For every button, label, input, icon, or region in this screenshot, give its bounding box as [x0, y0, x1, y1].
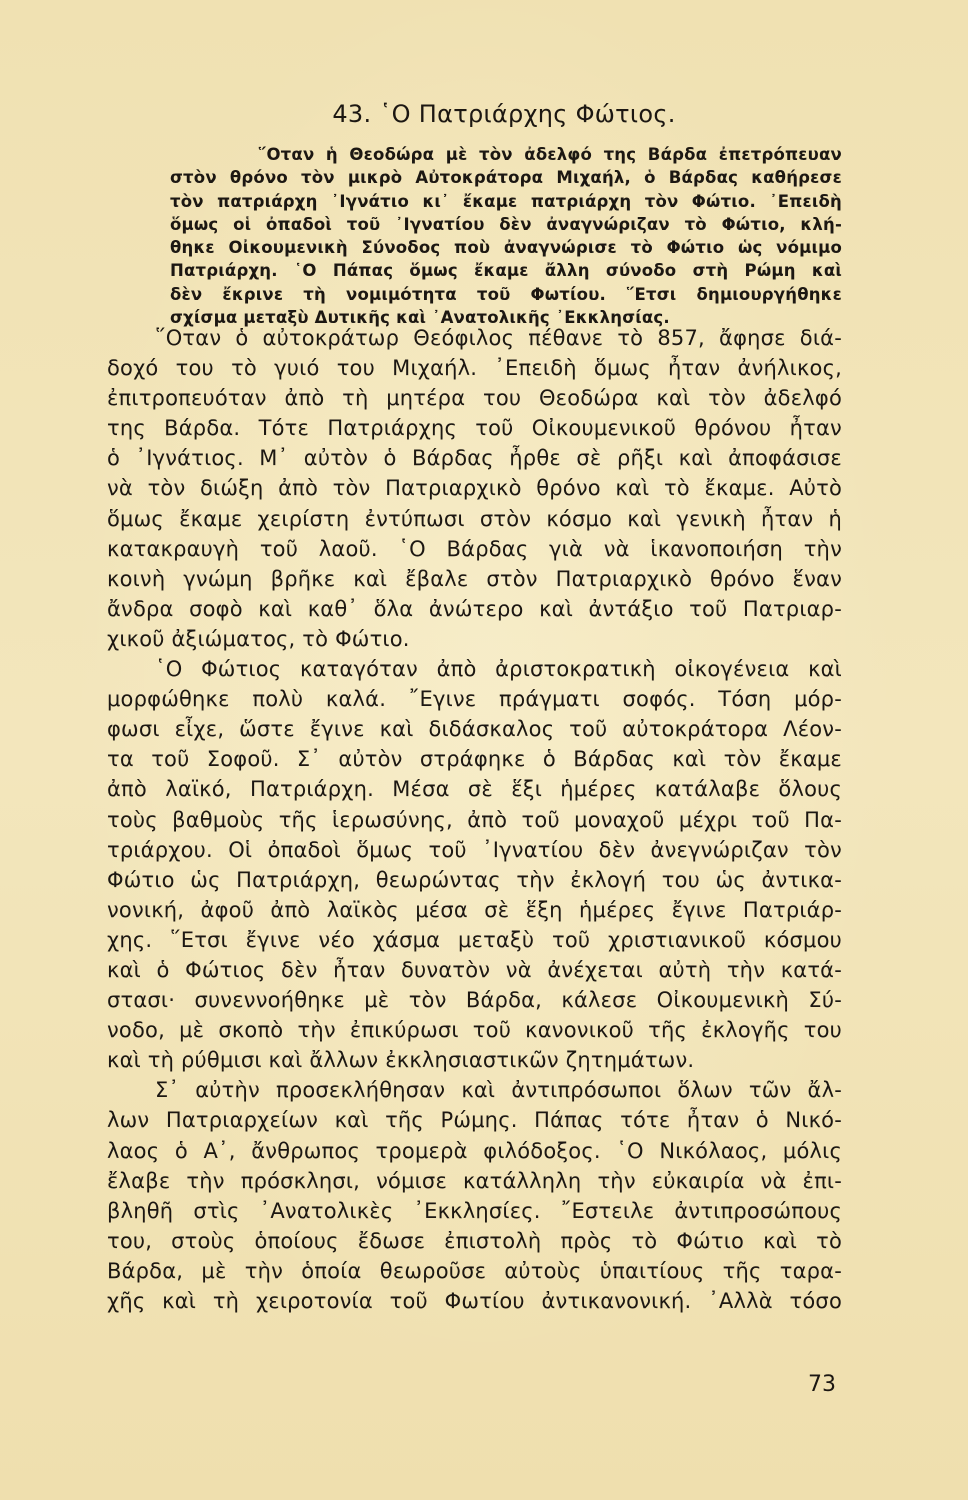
body-line: λων Πατριαρχείων καὶ τῆς Ρώμης. Πάπας τότε ἦταν ὁ Νικό- — [107, 1108, 842, 1133]
body-line: τα τοῦ Σοφοῦ. Σ᾽ αὐτὸν στράφηκε ὁ Βάρδας καὶ τὸν ἔκαμε — [107, 747, 842, 772]
body-line: ὁ ᾽Ιγνάτιος. Μ᾽ αὐτὸν ὁ Βάρδας ἦρθε σὲ ρῆξι καὶ ἀποφάσισε — [107, 446, 842, 471]
summary-line: τὸν πατριάρχη ᾽Ιγνάτιο κι᾽ ἔκαμε πατριάρχη τὸν Φώτιο. ᾽Επειδὴ — [170, 191, 842, 211]
body-line: βληθῆ στὶς ᾽Ανατολικὲς ᾽Εκκλησίες. ῎Εστειλε ἀντιπροσώπους — [107, 1198, 842, 1223]
chapter-summary — [170, 143, 842, 329]
body-line: φωσι εἶχε, ὥστε ἔγινε καὶ διδάσκαλος τοῦ αὐτοκράτορα Λέον- — [107, 717, 842, 742]
body-line: Φώτιο ὡς Πατριάρχη, θεωρώντας τὴν ἐκλογή του ὡς ἀντικα- — [107, 867, 842, 892]
chapter-title: 43. ῾Ο Πατριάρχης Φώτιος. — [332, 100, 676, 128]
body-line: νοδο, μὲ σκοπὸ τὴν ἐπικύρωσι τοῦ κανονικοῦ τῆς ἐκλογῆς του — [107, 1018, 842, 1043]
body-line: κοινὴ γνώμη βρῆκε καὶ ἔβαλε στὸν Πατριαρχικὸ θρόνο ἕναν — [107, 566, 842, 591]
body-line: της Βάρδα. Τότε Πατριάρχης τοῦ Οἰκουμενικοῦ θρόνου ἦταν — [107, 416, 842, 441]
body-line: τοὺς βαθμοὺς τῆς ἱερωσύνης, ἀπὸ τοῦ μοναχοῦ μέχρι τοῦ Πα- — [107, 807, 842, 832]
summary-line: θηκε Οἰκουμενικὴ Σύνοδος ποὺ ἀναγνώρισε τὸ Φώτιο ὡς νόμιμο — [170, 238, 842, 258]
body-line: ἀπὸ λαϊκό, Πατριάρχη. Μέσα σὲ ἕξι ἡμέρες κατάλαβε ὅλους — [107, 777, 842, 802]
body-line: του, στοὺς ὁποίους ἔδωσε ἐπιστολὴ πρὸς τὸ Φώτιο καὶ τὸ — [107, 1228, 842, 1253]
page-number: 73 — [808, 1372, 836, 1397]
summary-line: Πατριάρχη. ῾Ο Πάπας ὅμως ἔκαμε ἄλλη σύνοδο στὴ Ρώμη καὶ — [170, 261, 842, 281]
body-line: χης. ῞Ετσι ἔγινε νέο χάσμα μεταξὺ τοῦ χριστιανικοῦ κόσμου — [107, 927, 842, 952]
body-line: Βάρδα, μὲ τὴν ὁποία θεωροῦσε αὐτοὺς ὑπαιτίους τῆς ταρα- — [107, 1258, 842, 1283]
summary-line: ὅμως οἱ ὀπαδοὶ τοῦ ᾽Ιγνατίου δὲν ἀναγνώριζαν τὸ Φώτιο, κλή- — [170, 214, 842, 234]
summary-line: στὸν θρόνο τὸν μικρὸ Αὐτοκράτορα Μιχαήλ, ὁ Βάρδας καθήρεσε — [170, 168, 842, 188]
body-line: τριάρχου. Οἱ ὀπαδοὶ ὅμως τοῦ ᾽Ιγνατίου δὲν ἀνεγνώριζαν τὸν — [107, 837, 842, 862]
summary-line: ῞Οταν ἡ Θεοδώρα μὲ τὸν ἀδελφό της Βάρδα ἐπετρόπευαν — [258, 145, 842, 164]
body-line: νονική, ἀφοῦ ἀπὸ λαϊκὸς μέσα σὲ ἕξη ἡμέρες ἔγινε Πατριάρ- — [107, 897, 842, 922]
body-line: ἄνδρα σοφὸ καὶ καθ᾽ ὅλα ἀνώτερο καὶ ἀντάξιο τοῦ Πατριαρ- — [107, 596, 842, 621]
body-line: ὅμως ἔκαμε χειρίστη ἐντύπωσι στὸν κόσμο καὶ γενικὴ ἦταν ἡ — [107, 506, 842, 531]
body-text — [107, 323, 842, 1316]
body-line: μορφώθηκε πολὺ καλά. ῎Εγινε πράγματι σοφός. Τόση μόρ- — [107, 687, 842, 712]
body-line: στασι· συνεννοήθηκε μὲ τὸν Βάρδα, κάλεσε Οἰκουμενικὴ Σύ- — [107, 988, 842, 1013]
body-line: ῞Οταν ὁ αὐτοκράτωρ Θεόφιλος πέθανε τὸ 857, ἄφησε διά- — [155, 326, 842, 350]
body-line: χικοῦ ἀξιώματος, τὸ Φώτιο. — [107, 626, 410, 651]
body-line: χῆς καὶ τὴ χειροτονία τοῦ Φωτίου ἀντικανονική. ᾽Αλλὰ τόσο — [107, 1289, 842, 1313]
body-line: νὰ τὸν διώξη ἀπὸ τὸν Πατριαρχικὸ θρόνο καὶ τὸ ἔκαμε. Αὐτὸ — [107, 476, 842, 501]
summary-line: σχίσμα μεταξὺ Δυτικῆς καὶ ᾽Ανατολικῆς ᾽Εκκλησίας. — [170, 308, 670, 328]
body-line: ῾Ο Φώτιος καταγόταν ἀπὸ ἀριστοκρατικὴ οἰκογένεια καὶ — [155, 657, 842, 682]
body-line: λαος ὁ Α᾽, ἄνθρωπος τρομερὰ φιλόδοξος. ῾Ο Νικόλαος, μόλις — [107, 1138, 842, 1163]
body-line: Σ᾽ αὐτὴν προσεκλήθησαν καὶ ἀντιπρόσωποι ὅλων τῶν ἄλ- — [155, 1078, 842, 1103]
body-line: καὶ ὁ Φώτιος δὲν ἦταν δυνατὸν νὰ ἀνέχεται αὐτὴ τὴν κατά- — [107, 957, 842, 982]
body-line: καὶ τὴ ρύθμισι καὶ ἄλλων ἐκκλησιαστικῶν ζητημάτων. — [107, 1048, 695, 1073]
body-line: ἐπιτροπευόταν ἀπὸ τὴ μητέρα του Θεοδώρα καὶ τὸν ἀδελφό — [107, 386, 842, 411]
summary-line: δὲν ἔκρινε τὴ νομιμότητα τοῦ Φωτίου. ῞Ετσι δημιουργήθηκε — [170, 284, 842, 304]
body-line: κατακραυγὴ τοῦ λαοῦ. ῾Ο Βάρδας γιὰ νὰ ἱκανοποιήση τὴν — [107, 536, 842, 561]
body-line: ἔλαβε τὴν πρόσκλησι, νόμισε κατάλληλη τὴν εὐκαιρία νὰ ἐπι- — [107, 1168, 842, 1193]
body-line: δοχό του τὸ γυιό του Μιχαήλ. ᾽Επειδὴ ὅμως ἦταν ἀνήλικος, — [107, 356, 842, 381]
